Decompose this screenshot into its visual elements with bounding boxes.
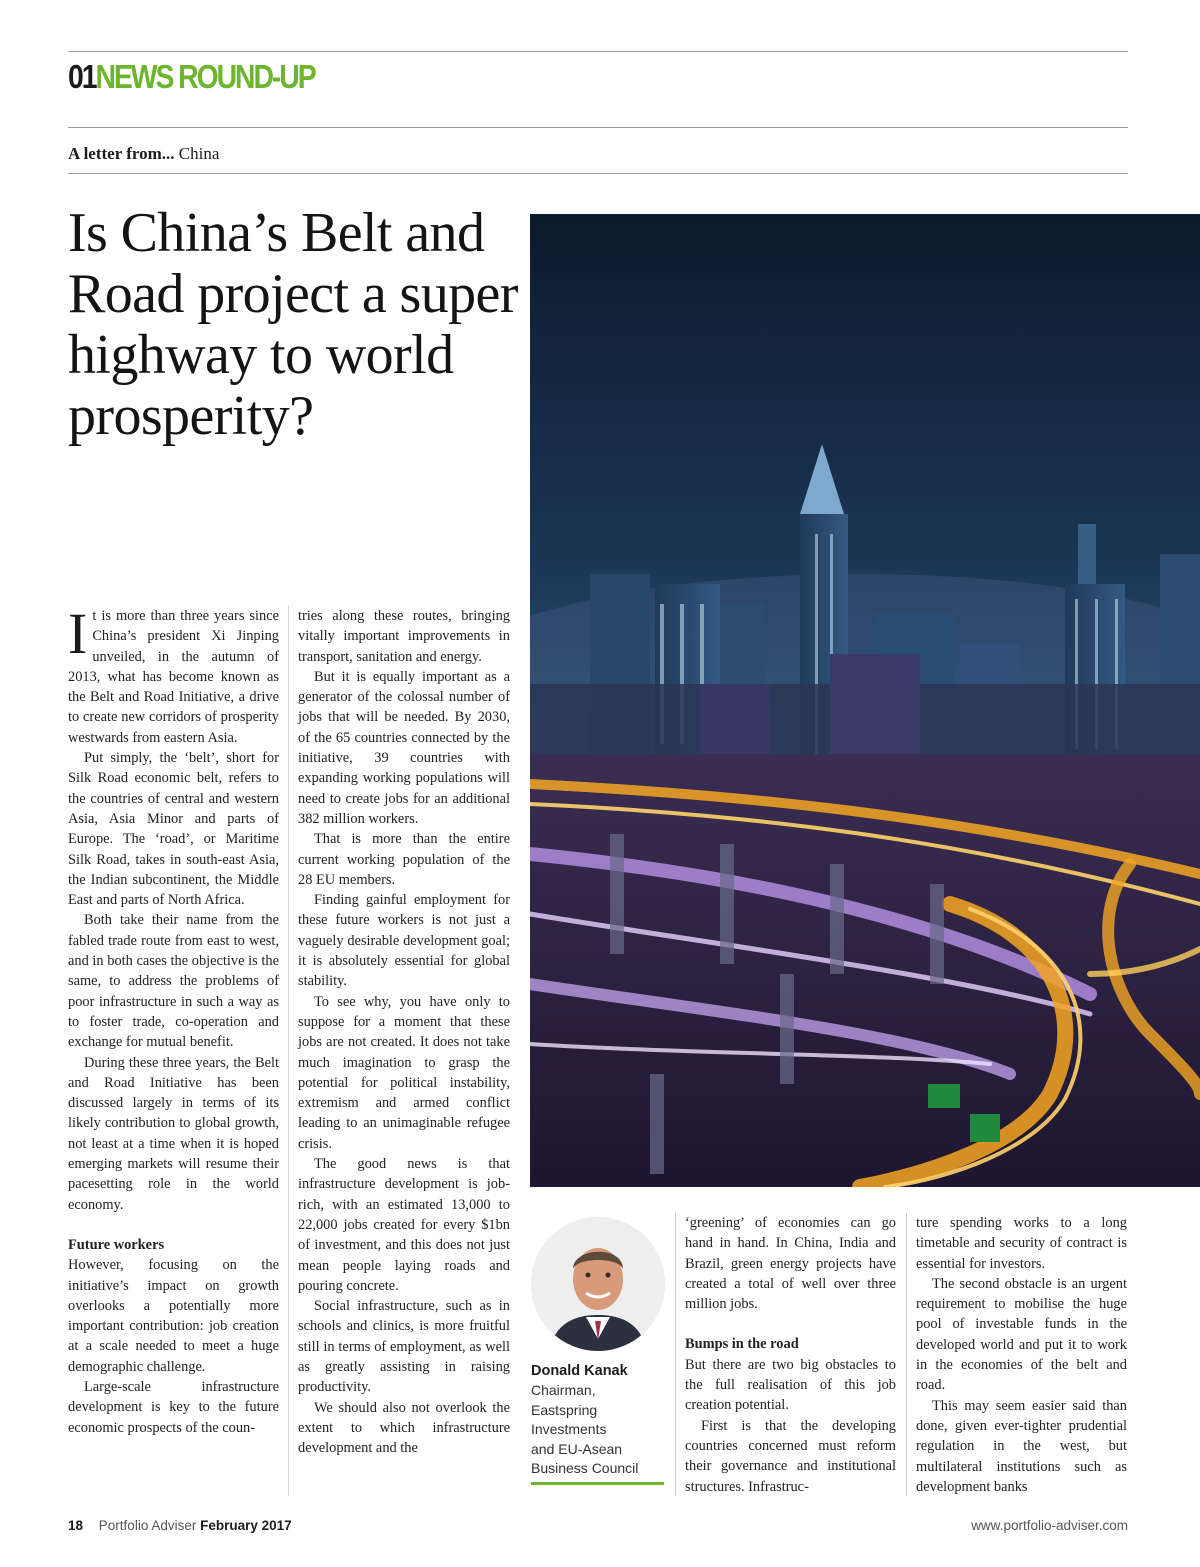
author-role-line: and EU-Asean [531,1440,623,1457]
subhead-bumps-in-the-road: Bumps in the road [685,1336,799,1353]
article-column-4 [916,1213,1127,1497]
paragraph: However, focusing on the initiative’s impact on growth overlooks a potentially more important contribution: job creation at a scale needed to meet a huge demographic challenge. [68,1257,279,1375]
paragraph: That is more than the entire current working population of the 28 EU members. [298,831,510,888]
column-divider [675,1213,676,1496]
paragraph: The second obstacle is an urgent requirement to mobilise the huge pool of investable funds in the developed world and put it to work in the economies of the belt and road. [916,1275,1127,1394]
page-number: 18 [68,1518,84,1533]
kicker-divider [68,173,1128,174]
paragraph: Social infrastructure, such as in schools and clinics, is more fruitful still in terms of employment, as well as greatly assisting in raising productivity. [298,1298,510,1396]
paragraph: But it is equally important as a generator of the colossal number of jobs that will be needed. By 2030, of the 65 countries connected by the initiative, 39 countries with expanding working populations will need to create jobs for an additional 382 million workers. [298,668,510,827]
kicker-lead: A letter from... [68,144,175,163]
headline: Is China’s Belt and Road project a super highway to world prosperity? [68,202,518,447]
paragraph: First is that the developing countries concerned must reform their governance and institutional structures. Infrastruc- [685,1417,896,1495]
column-divider [288,606,289,1496]
author-role-line: Chairman, [531,1382,596,1398]
section-number: 01 [68,58,96,95]
article-column-2 [298,606,510,1458]
website-link[interactable]: www.portfolio-adviser.com [971,1518,1128,1533]
column-divider [906,1213,907,1496]
author-byline [531,1362,671,1479]
section-title: NEWS ROUND-UP [95,58,315,95]
paragraph: But there are two big obstacles to the full realisation of this job creation potential. [685,1356,896,1414]
paragraph: Both take their name from the fabled trade route from east to west, and in both cases the objective is the same, to address the problems of poor infrastructure in such a way as to foster trade, co-operation and exchange for mutual benefit. [68,912,279,1051]
top-rule [68,51,1128,52]
paragraph: ture spending works to a long timetable and security of contract is essential for investors. [916,1215,1127,1272]
paragraph: We should also not overlook the extent to which infrastructure development and the [298,1399,510,1457]
section-header [68,58,315,96]
author-role-line: Investments [531,1421,607,1437]
paragraph: Finding gainful employment for these future workers is not just a vaguely desirable development goal; it is absolutely essential for global stability. [298,892,510,990]
header-divider [68,127,1128,128]
paragraph: ‘greening’ of economies can go hand in hand. In China, India and Brazil, green energy projects have created a total of well over three million jobs. [685,1215,896,1313]
subhead-future-workers: Future workers [68,1236,165,1253]
drop-cap: I [68,601,88,666]
paragraph: This may seem easier said than done, given ever-tighter prudential regulation in the west, but multilateral institutions such as development banks [916,1397,1127,1495]
article-column-1 [68,601,279,1438]
paragraph: Put simply, the ‘belt’, short for Silk Road economic belt, refers to the countries of central and western Asia, Asia Minor and parts of Europe. The ‘road’, or Maritime Silk Road, takes in south-east Asia, the Indian subcontinent, the Middle East and parts of North Africa. [68,750,279,909]
issue-date: February 2017 [200,1518,292,1533]
kicker [68,142,219,166]
paragraph: To see why, you have only to suppose for a moment that these jobs are not created. It does not take much imagination to grasp the potential for political instability, extremism and armed conflict leading to an unimaginable refugee crisis. [298,993,510,1152]
article-column-3 [685,1213,896,1497]
page-footer [68,1516,292,1536]
paragraph: Large-scale infrastructure development is key to the future economic prospects of the coun- [68,1378,279,1436]
paragraph: The good news is that infrastructure development is job-rich, with an estimated 13,000 to 22,000 jobs created for every $1bn of investment, and this does not just mean people laying roads and pouring concrete. [298,1156,510,1294]
paragraph: tries along these routes, bringing vitally important improvements in transport, sanitation and energy. [298,608,510,665]
byline-accent-bar [531,1482,664,1485]
author-role-line: Business Council [531,1460,639,1476]
author-avatar [531,1217,665,1351]
city-highway-photo [530,214,1200,1187]
paragraph: During these three years, the Belt and Road Initiative has been discussed largely in terms of its likely contribution to global growth, not least at a time when it is hoped emerging markets will resume their pacesetting role in the world economy. [68,1054,279,1213]
magazine-name: Portfolio Adviser [98,1518,197,1533]
author-name: Donald Kanak [531,1363,628,1379]
kicker-place: China [178,144,220,163]
paragraph: t is more than three years since China’s president Xi Jinping unveiled, in the autumn of 2013, what has become known as the Belt and Road Initiative, a drive to create new corridors of prosperity westwards from eastern Asia. [68,608,279,746]
author-role-line: Eastspring [531,1401,598,1418]
